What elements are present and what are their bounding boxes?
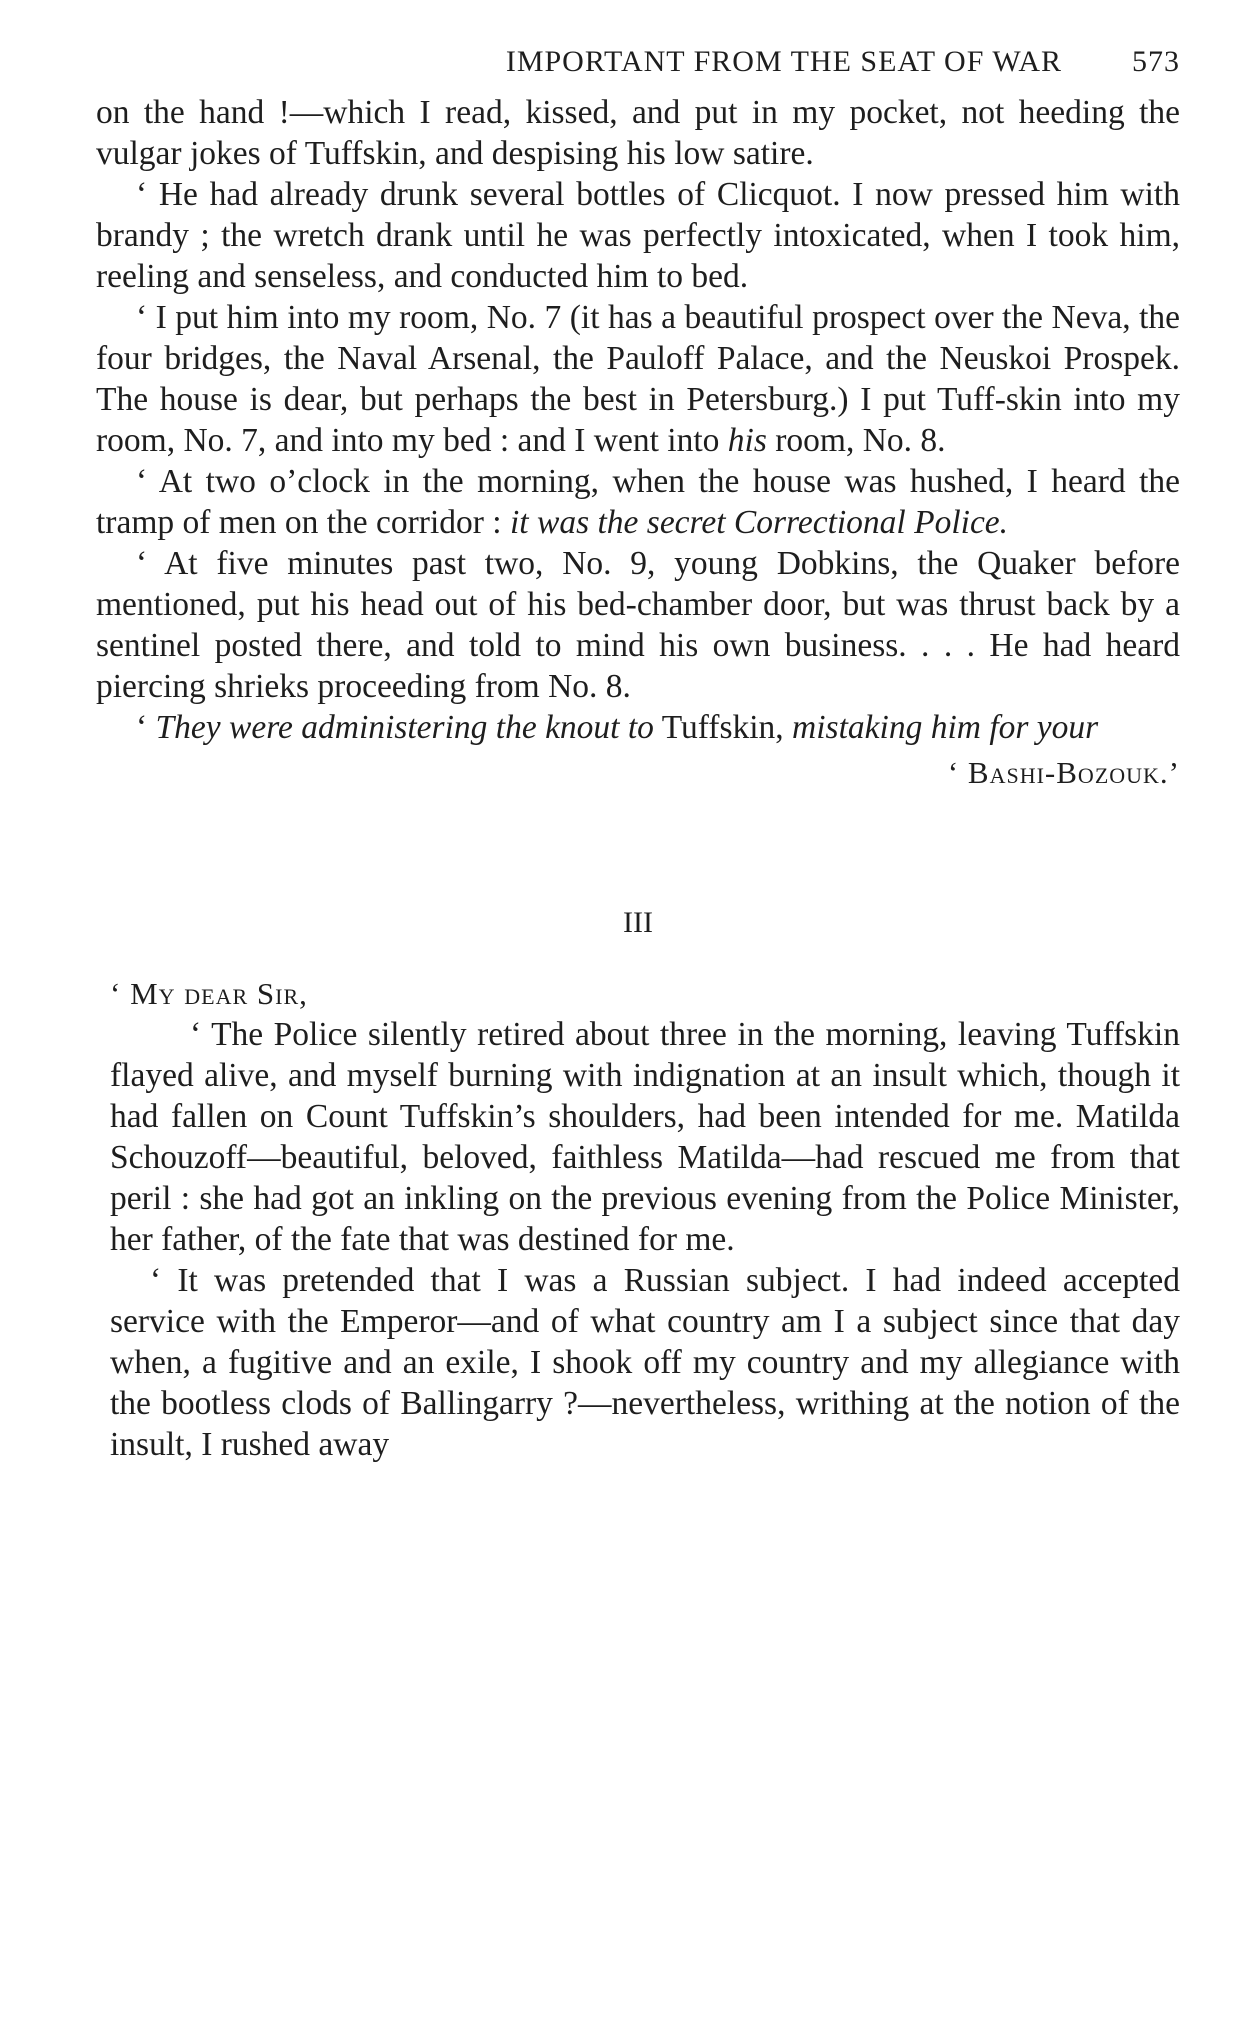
section-number: III xyxy=(623,906,653,939)
paragraph-text: ‘ xyxy=(136,709,156,746)
paragraph: ‘ It was pretended that I was a Russian subject. I had indeed accepted service with the Emperor—and of what country am I a subject since that day when, a fugitive and an exile, I shook off my country and my allegiance with the bootless clods of Ballingarry ?—nevertheless, writhing at the notion of the insult, I rushed away xyxy=(110,1262,1180,1463)
paragraph: on the hand !—which I read, kissed, and put in my pocket, not heeding the vulgar jokes of Tuffskin, and despising his low satire. xyxy=(96,94,1180,172)
letter-signature: ‘ Bashi-Bozouk.’ xyxy=(947,755,1180,790)
book-page xyxy=(96,40,1180,1465)
running-head-title: IMPORTANT FROM THE SEAT OF WAR xyxy=(505,45,1062,78)
italic-text: it was the secret Correctional Police. xyxy=(509,504,1009,541)
italic-text: They were administering the knout to xyxy=(155,709,654,746)
paragraph-text: ‘ At two o’clock in the morning, when the house was hushed, I heard the tramp of men on the corridor : xyxy=(96,463,1180,541)
italic-text: his xyxy=(727,422,767,459)
paragraph: ‘ He had already drunk several bottles of Clicquot. I now pressed him with brandy ; the wretch drank until he was perfectly intoxicated, when I took him, reeling and senseless, and conducted him to bed. xyxy=(96,176,1180,295)
paragraph: ‘ The Police silently retired about three in the morning, leaving Tuffskin flayed alive, and myself burning with indignation at an insult which, though it had fallen on Count Tuffskin’s shoulders, had been intended for me. Matilda Schouzoff—beautiful, beloved, faithless Matilda—had rescued me from that peril : she had got an inkling on the previous evening from the Police Minister, her father, of the fate that was destined for me. xyxy=(110,1016,1180,1258)
paragraph-text: ‘ I put him into my room, No. 7 (it has a beautiful prospect over the Neva, the four bridges, the Naval Arsenal, the Pauloff Palace, and the Neuskoi Prospek. The house is dear, but perhaps the best in Petersburg.) I put Tuff-skin into my room, No. 7, and into my bed : and I went into xyxy=(96,299,1180,459)
paragraph: ‘ At five minutes past two, No. 9, young Dobkins, the Quaker before mentioned, put his head out of his bed-chamber door, but was thrust back by a sentinel posted there, and told to mind his own business. . . . He had heard piercing shrieks proceeding from No. 8. xyxy=(96,545,1180,705)
paragraph xyxy=(96,461,1180,543)
page-number: 573 xyxy=(1132,45,1180,78)
italic-text: mistaking him for your xyxy=(792,709,1099,746)
paragraph xyxy=(96,707,1180,748)
paragraph xyxy=(96,297,1180,461)
letter-salutation: ‘ My dear Sir, xyxy=(110,976,308,1011)
section-two-text xyxy=(96,92,1180,748)
section-three-text xyxy=(110,1014,1180,1465)
paragraph-text: room, No. 8. xyxy=(766,422,946,459)
paragraph-text: Tuffskin, xyxy=(653,709,793,746)
running-head xyxy=(96,40,1180,84)
